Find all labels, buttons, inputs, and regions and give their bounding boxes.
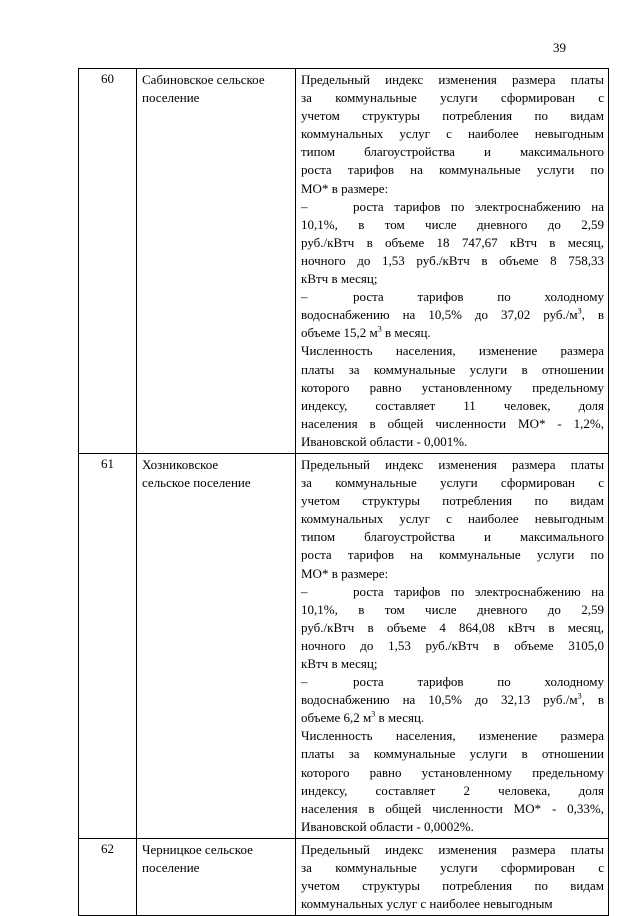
table-row: [79, 69, 609, 454]
water-text: в месяц.: [381, 325, 431, 341]
population-line: платы за коммунальные услуги в отношении: [301, 361, 604, 377]
electricity-line: 10,1%, в том числе дневного до 2,59: [301, 216, 604, 232]
description-line: за коммунальные услуги сформирован с: [301, 860, 604, 876]
description-line: коммунальных услуг с наиболее невыгодным: [301, 511, 604, 527]
water-text: объеме 6,2 м: [301, 710, 372, 726]
electricity-line: кВтч в месяц;: [301, 656, 378, 671]
water-text: роста тарифов по холодному: [353, 674, 604, 690]
population-line: платы за коммунальные услуги в отношении: [301, 746, 604, 762]
water-text: водоснабжению на 10,5% до 37,02 руб./м: [301, 307, 578, 323]
electricity-text: роста тарифов по электроснабжению на: [353, 198, 604, 214]
row-number: 61: [79, 453, 137, 838]
electricity-line: [301, 583, 604, 601]
dash-marker: –: [301, 289, 308, 305]
population-line: индексу, составляет 11 человек, доля: [301, 397, 604, 413]
description-line: за коммунальные услуги сформирован с: [301, 90, 604, 106]
description-line: коммунальных услуг с наиболее невыгодным: [301, 896, 553, 912]
dash-marker: –: [301, 198, 308, 214]
description-line: МО* в размере:: [301, 565, 389, 581]
row-number: 62: [79, 838, 137, 915]
settlement-name-line: Хозниковское: [142, 456, 219, 472]
unit-superscript: 3: [377, 324, 382, 334]
settlement-name-line: сельское поселение: [142, 474, 251, 490]
water-text: , в: [581, 307, 605, 323]
electricity-text: роста тарифов по электроснабжению на: [353, 583, 604, 599]
population-line: Ивановской области - 0,0002%.: [301, 818, 474, 834]
water-text: водоснабжению на 10,5% до 32,13 руб./м: [301, 692, 578, 708]
electricity-line: 10,1%, в том числе дневного до 2,59: [301, 601, 604, 617]
description-line: Предельный индекс изменения размера платы: [301, 841, 604, 857]
description-line: учетом структуры потребления по видам: [301, 108, 604, 124]
settlement-name: [137, 453, 296, 838]
water-line: [301, 673, 604, 691]
water-text: в месяц.: [375, 710, 425, 726]
tariff-index-table: [78, 68, 609, 916]
description-line: роста тарифов на коммунальные услуги по: [301, 547, 604, 563]
population-line: индексу, составляет 2 человека, доля: [301, 782, 604, 798]
water-text: роста тарифов по холодному: [353, 289, 604, 305]
page-number: 39: [553, 40, 566, 55]
index-description: [296, 453, 609, 838]
population-line: Численность населения, изменение размера: [301, 343, 604, 359]
description-line: типом благоустройства и максимального: [301, 529, 604, 545]
electricity-line: ночного до 1,53 руб./кВтч в объеме 3105,0: [301, 637, 604, 653]
description-line: типом благоустройства и максимального: [301, 144, 604, 160]
description-line: за коммунальные услуги сформирован с: [301, 475, 604, 491]
settlement-name-line: поселение: [142, 859, 200, 875]
population-line: которого равно установленному предельному: [301, 764, 604, 780]
table-body: [79, 69, 609, 916]
electricity-line: руб./кВтч в объеме 18 747,67 кВтч в месяц,: [301, 234, 604, 250]
electricity-line: [301, 198, 604, 216]
description-line: Предельный индекс изменения размера платы: [301, 456, 604, 472]
electricity-line: кВтч в месяц;: [301, 271, 378, 287]
dash-marker: –: [301, 583, 308, 599]
index-description: [296, 838, 609, 915]
electricity-line: ночного до 1,53 руб./кВтч в объеме 8 758,33: [301, 252, 604, 268]
description-line: Предельный индекс изменения размера платы: [301, 72, 604, 87]
description-line: МО* в размере:: [301, 180, 389, 196]
index-description: [296, 69, 609, 454]
unit-superscript: 3: [371, 709, 376, 719]
description-line: учетом структуры потребления по видам: [301, 878, 604, 894]
row-number: 60: [79, 69, 137, 454]
water-text: , в: [581, 692, 605, 708]
description-line: коммунальных услуг с наиболее невыгодным: [301, 126, 604, 142]
description-line: роста тарифов на коммунальные услуги по: [301, 162, 604, 178]
electricity-line: руб./кВтч в объеме 4 864,08 кВтч в месяц,: [301, 619, 604, 635]
population-line: населения в общей численности МО* - 1,2%,: [301, 415, 604, 431]
water-text: объеме 15,2 м: [301, 325, 378, 341]
water-line: [301, 324, 604, 342]
dash-marker: –: [301, 674, 308, 690]
settlement-name: [137, 838, 296, 915]
water-line: [301, 709, 604, 727]
water-line: [301, 306, 604, 324]
unit-superscript: 3: [577, 306, 582, 316]
population-line: Численность населения, изменение размера: [301, 728, 604, 744]
settlement-name: [137, 69, 296, 454]
unit-superscript: 3: [577, 691, 582, 701]
table-row: [79, 453, 609, 838]
population-line: которого равно установленному предельному: [301, 379, 604, 395]
settlement-name-line: Черницкое сельское: [142, 841, 253, 857]
water-line: [301, 691, 604, 709]
population-line: населения в общей численности МО* - 0,33%,: [301, 800, 604, 816]
water-line: [301, 288, 604, 306]
settlement-name-line: поселение: [142, 90, 200, 105]
settlement-name-line: Сабиновское сельское: [142, 72, 265, 87]
population-line: Ивановской области - 0,001%.: [301, 433, 468, 449]
table-row: [79, 838, 609, 915]
description-line: учетом структуры потребления по видам: [301, 493, 604, 509]
